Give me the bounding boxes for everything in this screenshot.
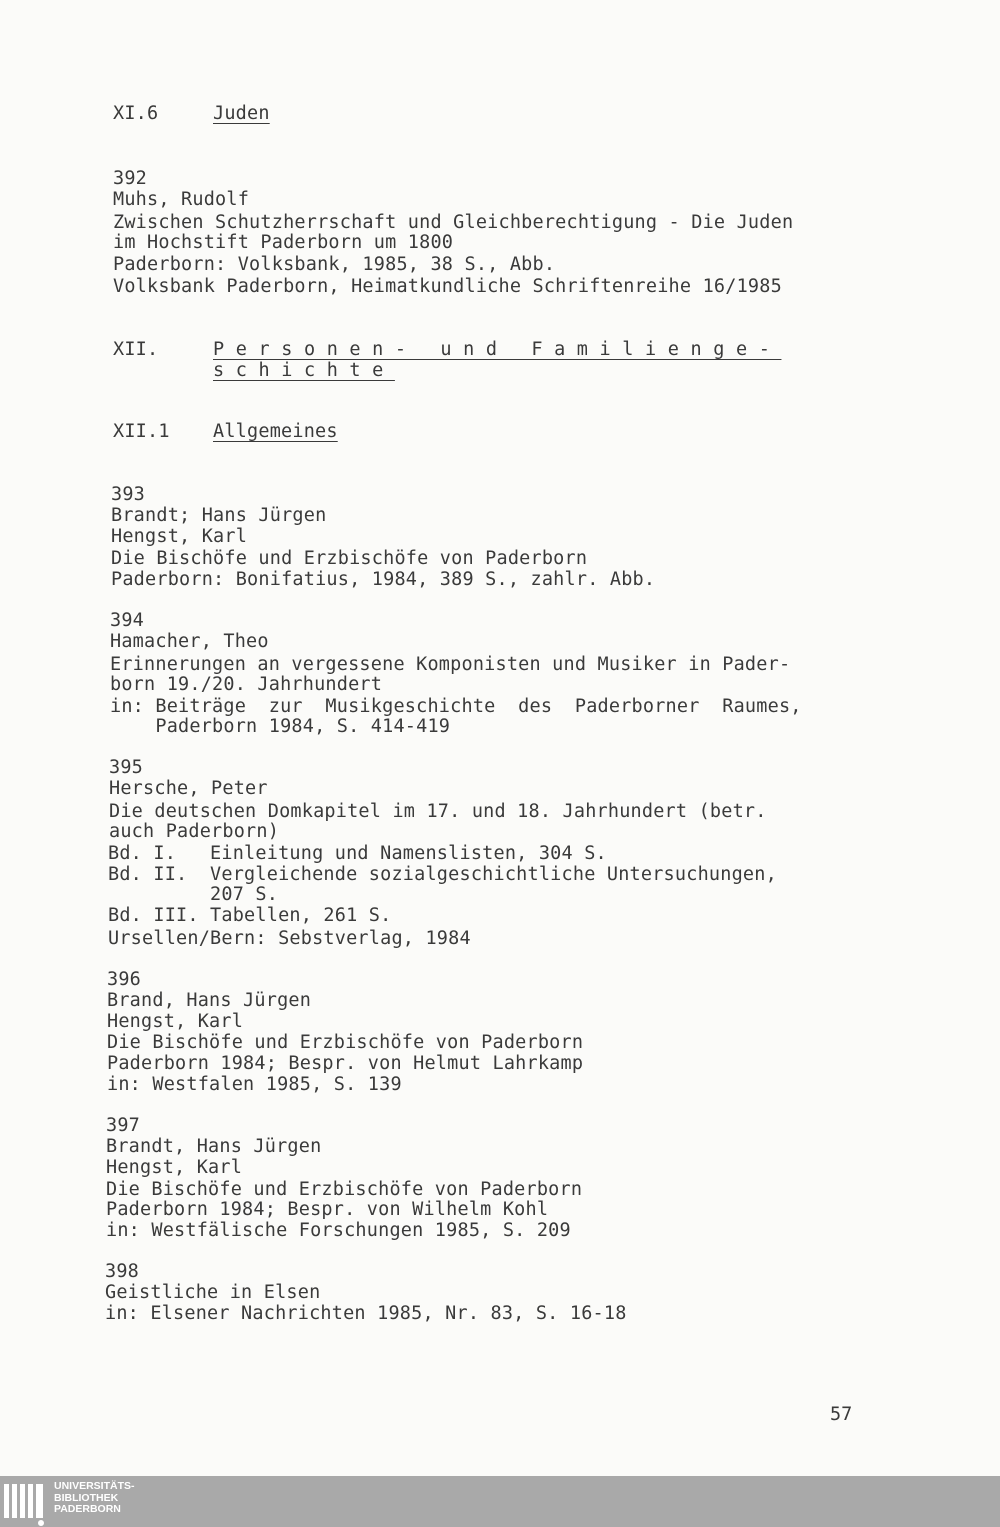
entry-publication: Ursellen/Bern: Sebstverlag, 1984: [108, 928, 471, 949]
section-title-continued: schichte: [213, 360, 395, 381]
entry-title: Geistliche in Elsen: [105, 1282, 321, 1303]
entry-number: 392: [113, 168, 148, 189]
entry-author: Hamacher, Theo: [110, 631, 269, 652]
section-title: Allgemeines: [213, 421, 338, 442]
entry-review: Paderborn 1984; Bespr. von Helmut Lahrkamp: [107, 1053, 584, 1074]
entry-title: Erinnerungen an vergessene Komponisten und Musiker in Pader-: [110, 654, 791, 675]
entry-author: Brand, Hans Jürgen: [107, 990, 312, 1011]
entry-author: Muhs, Rudolf: [113, 189, 250, 210]
section-title: Juden: [213, 103, 270, 124]
page-number: 57: [830, 1404, 853, 1425]
library-footer: [0, 1476, 1000, 1527]
entry-title: auch Paderborn): [109, 821, 280, 842]
entry-author: Brandt; Hans Jürgen: [111, 505, 327, 526]
entry-source: in: Beiträge zur Musikgeschichte des Paderborner Raumes,: [110, 696, 802, 717]
entry-publication: Paderborn: Volksbank, 1985, 38 S., Abb.: [113, 254, 556, 275]
entry-author: Hersche, Peter: [109, 778, 268, 799]
entry-author: Brandt, Hans Jürgen: [106, 1136, 322, 1157]
entry-title: Zwischen Schutzherrschaft und Gleichberechtigung - Die Juden: [113, 212, 794, 233]
entry-title: Die Bischöfe und Erzbischöfe von Paderborn: [107, 1032, 584, 1053]
library-logo-text: UNIVERSITÄTS- BIBLIOTHEK PADERBORN: [54, 1480, 135, 1515]
entry-number: 395: [109, 757, 144, 778]
section-number: XII.1: [113, 421, 170, 442]
section-number: XI.6: [113, 103, 159, 124]
entry-author: Hengst, Karl: [107, 1011, 244, 1032]
entry-title: born 19./20. Jahrhundert: [110, 674, 383, 695]
entry-title: Die Bischöfe und Erzbischöfe von Paderborn: [106, 1179, 583, 1200]
entry-volume: Bd. III. Tabellen, 261 S.: [108, 905, 392, 926]
section-title: Personen- und Familienge-: [213, 339, 782, 360]
entry-author: Hengst, Karl: [111, 526, 248, 547]
section-number: XII.: [113, 339, 159, 360]
entry-number: 396: [107, 969, 142, 990]
entry-title: im Hochstift Paderborn um 1800: [113, 232, 454, 253]
entry-publication: Paderborn: Bonifatius, 1984, 389 S., zahlr. Abb.: [111, 569, 656, 590]
entry-author: Hengst, Karl: [106, 1157, 243, 1178]
entry-source: in: Elsener Nachrichten 1985, Nr. 83, S. 16-18: [105, 1303, 627, 1324]
entry-volume: Bd. I. Einleitung und Namenslisten, 304 S.: [108, 843, 607, 864]
entry-source: in: Westfalen 1985, S. 139: [107, 1074, 402, 1095]
entry-source: Paderborn 1984, S. 414-419: [110, 716, 451, 737]
entry-title: Die Bischöfe und Erzbischöfe von Paderborn: [111, 548, 588, 569]
entry-number: 394: [110, 610, 145, 631]
entry-number: 393: [111, 484, 146, 505]
entry-review: Paderborn 1984; Bespr. von Wilhelm Kohl: [106, 1199, 549, 1220]
entry-title: Die deutschen Domkapitel im 17. und 18. Jahrhundert (betr.: [109, 801, 767, 822]
entry-number: 397: [106, 1115, 141, 1136]
entry-volume: 207 S.: [108, 884, 279, 905]
entry-source: in: Westfälische Forschungen 1985, S. 209: [106, 1220, 571, 1241]
entry-number: 398: [105, 1261, 140, 1282]
entry-series: Volksbank Paderborn, Heimatkundliche Schriftenreihe 16/1985: [113, 276, 782, 297]
entry-volume: Bd. II. Vergleichende sozialgeschichtliche Untersuchungen,: [108, 864, 777, 885]
